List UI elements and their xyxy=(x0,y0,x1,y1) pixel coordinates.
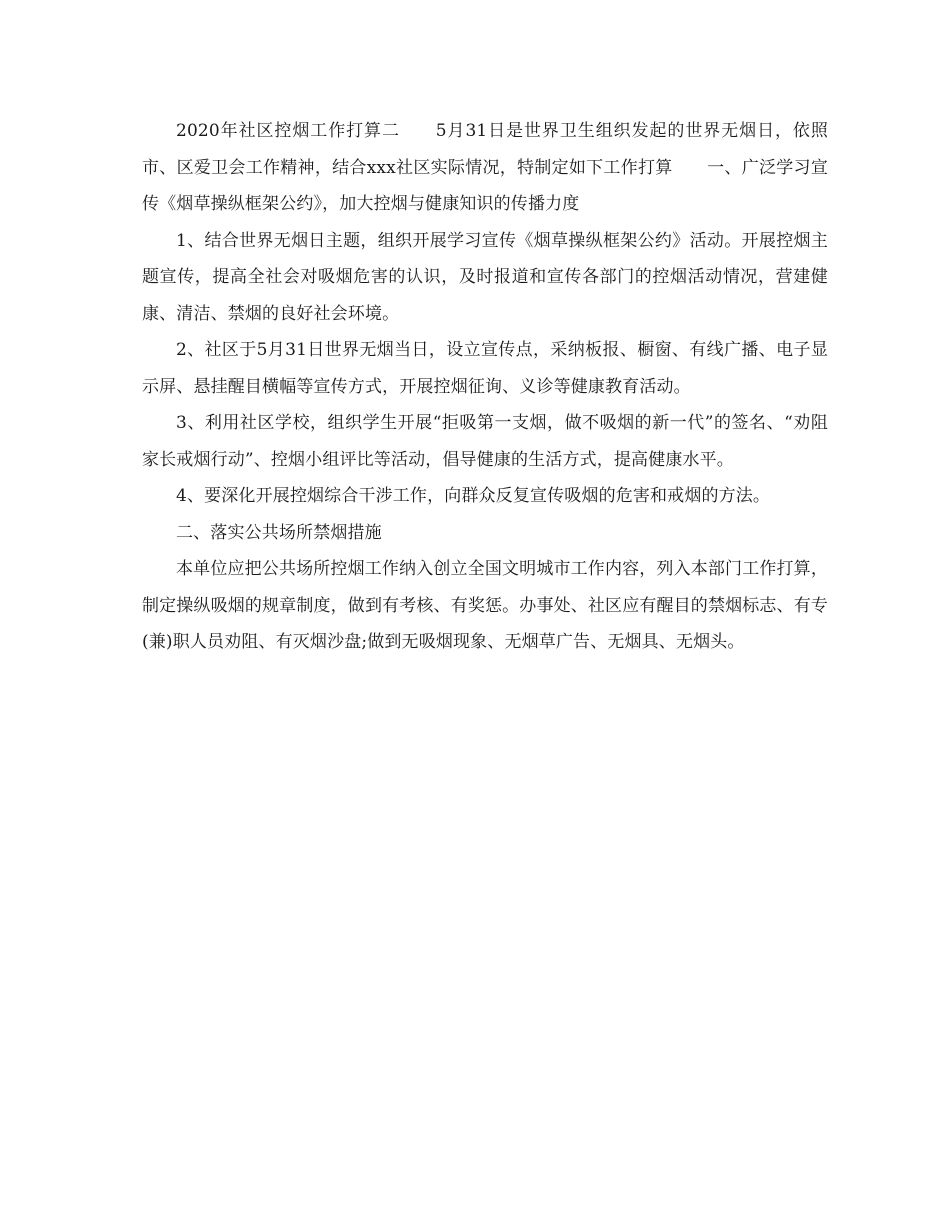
item-3-paragraph: 3、利用社区学校，组织学生开展“拒吸第一支烟，做不吸烟的新一代”的签名、“劝阻家长戒烟行动”、控烟小组评比等活动，倡导健康的生活方式，提高健康水平。 xyxy=(142,413,828,470)
item-1-paragraph: 1、结合世界无烟日主题，组织开展学习宣传《烟草操纵框架公约》活动。开展控烟主题宣传，提高全社会对吸烟危害的认识，及时报道和宣传各部门的控烟活动情况，营建健康、清洁、禁烟的良好社会环境。 xyxy=(142,230,828,324)
item-2-paragraph: 2、社区于5月31日世界无烟当日，设立宣传点，采纳板报、橱窗、有线广播、电子显示屏、悬挂醒目横幅等宣传方式，开展控烟征询、义诊等健康教育活动。 xyxy=(142,340,828,397)
section-2-heading: 二、落实公共场所禁烟措施 xyxy=(176,522,382,543)
document-body xyxy=(142,113,828,661)
item-4-paragraph: 4、要深化开展控烟综合干涉工作，向群众反复宣传吸烟的危害和戒烟的方法。 xyxy=(176,486,771,506)
section-2-paragraph: 本单位应把公共场所控烟工作纳入创立全国文明城市工作内容，列入本部门工作打算，制定操纵吸烟的规章制度，做到有考核、有奖惩。办事处、社区应有醒目的禁烟标志、有专(兼)职人员劝阻、有灭烟沙盘;做到无吸烟现象、无烟草广告、无烟具、无烟头。 xyxy=(142,559,828,652)
intro-paragraph: 2020年社区控烟工作打算二 5月31日是世界卫生组织发起的世界无烟日，依照市、区爱卫会工作精神，结合xxx社区实际情况，特制定如下工作打算 一、广泛学习宣传《烟草操纵框架公约》，加大控烟与健康知识的传播力度 xyxy=(142,121,828,214)
